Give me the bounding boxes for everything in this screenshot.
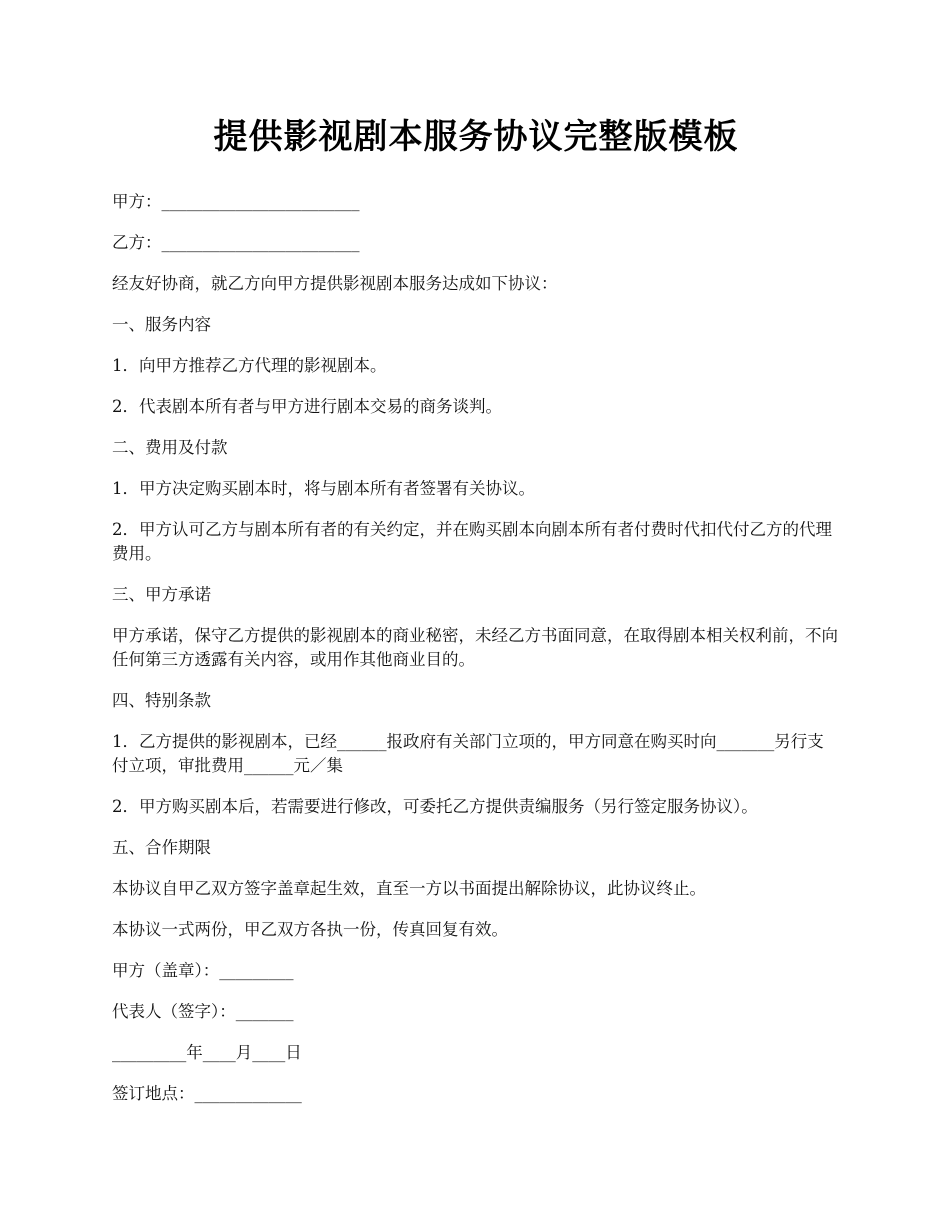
section-heading-service: 一、服务内容 [112,315,211,334]
signature-date-line: _________年____月____日 [112,1043,302,1062]
clause-5-1: 本协议自甲乙双方签字盖章起生效，直至一方以书面提出解除协议，此协议终止。 [112,879,706,898]
signature-representative-line: 代表人（签字）：_______ [112,1002,294,1021]
section-heading-term: 五、合作期限 [112,838,211,857]
clause-1-2: 2．代表剧本所有者与甲方进行剧本交易的商务谈判。 [112,397,502,416]
party-b-line: 乙方：________________________ [112,233,360,252]
clause-2-1: 1．甲方决定购买剧本时，将与剧本所有者签署有关协议。 [112,479,535,498]
section-heading-commitment: 三、甲方承诺 [112,585,211,604]
preamble: 经友好协商，就乙方向甲方提供影视剧本服务达成如下协议： [112,274,558,293]
section-heading-special: 四、特别条款 [112,691,211,710]
signature-seal-line: 甲方（盖章）：_________ [112,961,294,980]
clause-1-1: 1．向甲方推荐乙方代理的影视剧本。 [112,356,387,375]
section-heading-fees: 二、费用及付款 [112,438,228,457]
clause-4-2: 2．甲方购买剧本后，若需要进行修改，可委托乙方提供责编服务（另行签定服务协议）。 [112,797,758,816]
clause-3: 甲方承诺，保守乙方提供的影视剧本的商业秘密，未经乙方书面同意，在取得剧本相关权利前，不向任何第三方透露有关内容，或用作其他商业目的。 [112,626,838,669]
clause-4-1: 1．乙方提供的影视剧本，已经______报政府有关部门立项的，甲方同意在购买时向_______另行支付立项，审批费用______元／集 [112,732,824,775]
party-a-line: 甲方：________________________ [112,192,360,211]
clause-5-2: 本协议一式两份，甲乙双方各执一份，传真回复有效。 [112,920,508,939]
document-title: 提供影视剧本服务协议完整版模板 [213,117,739,157]
clause-2-2: 2．甲方认可乙方与剧本所有者的有关约定，并在购买剧本向剧本所有者付费时代扣代付乙方的代理费用。 [112,520,832,563]
signing-place-line: 签订地点：_____________ [112,1084,302,1103]
